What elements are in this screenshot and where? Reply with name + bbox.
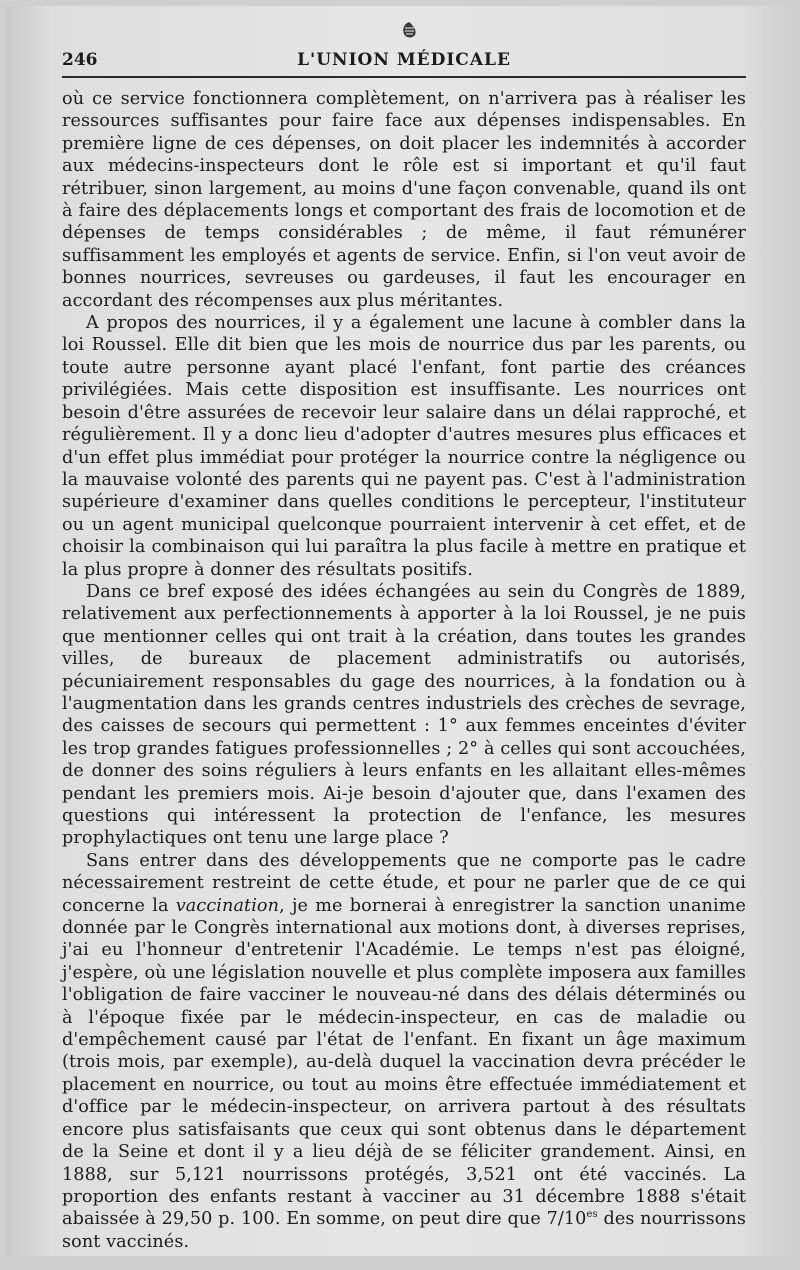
- paragraph-text: Sans entrer dans des développements que ne comporte pas le cadre nécessairement restreint de cette étude, et pour ne parler que de ce qui concerne la: [62, 850, 746, 916]
- running-title: L'UNION MÉDICALE: [297, 50, 511, 70]
- ornament-icon: [398, 20, 420, 42]
- paragraph-text: où ce service fonctionnera complètement, on n'arrivera pas à réaliser les ressources suffisantes pour faire face aux dépenses indispensables. En première ligne de ces dépenses, on doit placer les indemnités à accorder aux médecins-inspecteurs dont le rôle est si important et qu'il faut rétribuer, sinon largement, au moins d'une façon convenable, quand ils ont à faire des déplacements longs et comportant des frais de locomotion et de dépenses de temps considérables ; de même, il faut rémunérer suffisamment les employés et agents de service. Enfin, si l'on veut avoir de bonnes nourrices, sevreuses ou gardeuses, il faut les encourager en accordant des récompenses aux plus méritantes.: [62, 89, 746, 311]
- paragraph-p1: [62, 88, 746, 312]
- paragraph-p4: [62, 850, 746, 1253]
- document-page: [6, 6, 786, 1256]
- paragraph-text: Dans ce bref exposé des idées échangées au sein du Congrès de 1889, relativement aux perfectionnements à apporter à la loi Roussel, je ne puis que mentionner celles qui ont trait à la création, dans toutes les grandes villes, de bureaux de placement administratifs ou autorisés, pécuniairement responsables du gage des nourrices, à la fondation ou à l'augmentation dans les grands centres industriels des crèches de sevrage, des caisses de secours qui permettent : 1° aux femmes enceintes d'éviter les trop grandes fatigues professionnelles ; 2° à celles qui sont accouchées, de donner des soins réguliers à leurs enfants en les allaitant elles-mêmes pendant les premiers mois. Ai-je besoin d'ajouter que, dans l'examen des questions qui intéressent la protection de l'enfance, les mesures prophylactiques ont tenu une large place ?: [62, 581, 746, 849]
- paragraph-text-italic: vaccination: [175, 895, 280, 916]
- paragraph-p2: [62, 312, 746, 581]
- paragraph-p3: [62, 581, 746, 850]
- body-text: [62, 88, 746, 1253]
- page-number: 246: [62, 50, 98, 70]
- page-header: [62, 42, 746, 78]
- paragraph-text: A propos des nourrices, il y a également une lacune à combler dans la loi Roussel. Elle dit bien que les mois de nourrice dus par les parents, ou toute autre personne ayant placé l'enfant, font partie des créances privilégiées. Mais cette disposition est insuffisante. Les nourrices ont besoin d'être assurées de recevoir leur salaire dans un délai rapproché, et régulièrement. Il y a donc lieu d'adopter d'autres mesures plus efficaces et d'un effet plus immédiat pour protéger la nourrice contre la négligence ou la mauvaise volonté des parents qui ne payent pas. C'est à l'administration supérieure d'examiner dans quelles conditions le percepteur, l'instituteur ou un agent municipal quelconque pourraient intervenir à cet effet, et de choisir la combinaison qui lui paraîtra la plus facile à mettre en pratique et la plus propre à donner des résultats positifs.: [62, 313, 746, 580]
- paragraph-text: des nourrissons sont vaccinés.: [62, 1209, 746, 1252]
- paragraph-text-sup: es: [586, 1209, 598, 1221]
- paragraph-text: , je me bornerai à enregistrer la sanction unanime donnée par le Congrès international aux motions dont, à diverses reprises, j'ai eu l'honneur d'entretenir l'Académie. Le temps n'est pas éloigné, j'espère, où une législation nouvelle et plus complète imposera aux familles l'obligation de faire vacciner le nouveau-né dans des délais déterminés ou à l'époque fixée par le médecin-inspecteur, en cas de maladie ou d'empêchement causé par l'état de l'enfant. En fixant un âge maximum (trois mois, par exemple), au-delà duquel la vaccination devra précéder le placement en nourrice, ou tout au moins être effectuée immédiatement et d'office par le médecin-inspecteur, on arrivera partout à des résultats encore plus satisfaisants que ceux qui sont obtenus dans le département de la Seine et dont il y a lieu déjà de se féliciter grandement. Ainsi, en 1888, sur 5,121 nourrissons protégés, 3,521 ont été vaccinés. La proportion des enfants restant à vacciner au 31 décembre 1888 s'était abaissée à 29,50 p. 100. En somme, on peut dire que 7/10: [62, 895, 746, 1230]
